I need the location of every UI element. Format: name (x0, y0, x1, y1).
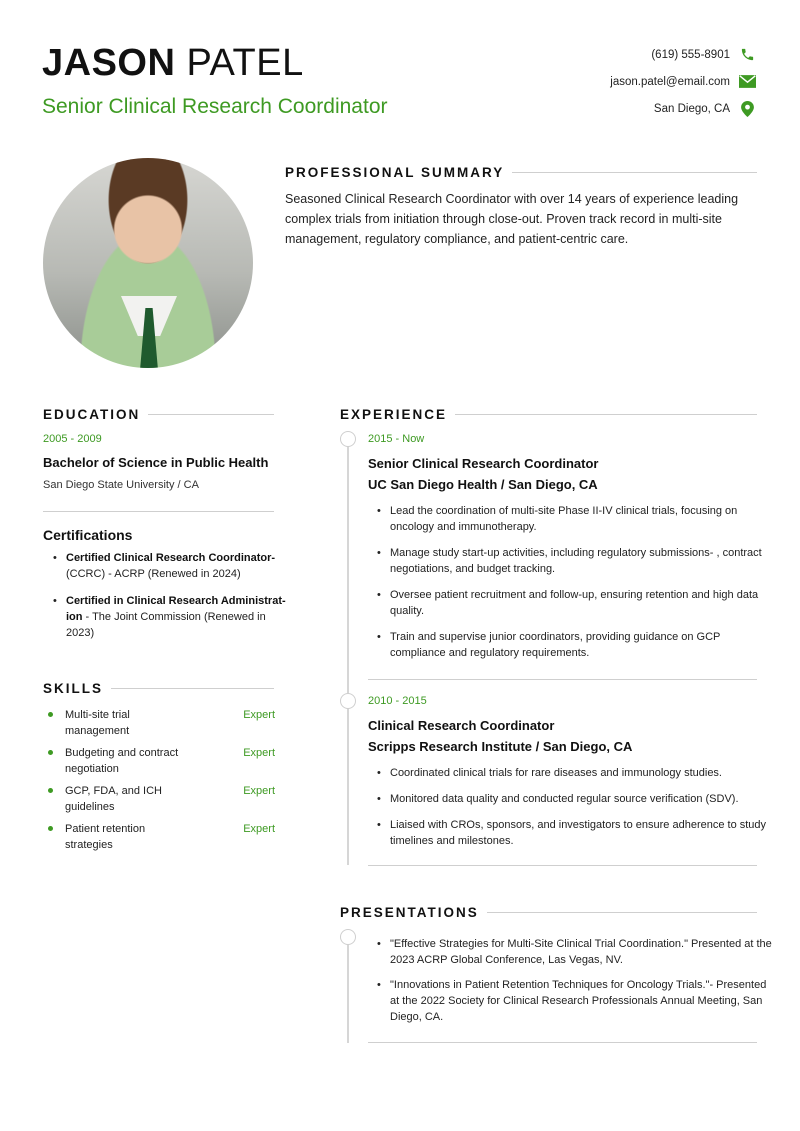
divider (368, 1042, 757, 1043)
mail-icon (738, 74, 756, 90)
skills-heading (43, 681, 274, 696)
divider (487, 912, 757, 913)
divider (368, 865, 757, 866)
education-date: 2005 - 2009 (43, 433, 102, 445)
skill-name: GCP, FDA, and ICH guidelines (43, 783, 193, 815)
certification-item (50, 593, 290, 641)
presentation-item: • "Effective Strategies for Multi-Site Clinical Trial Coordination." Presented at the 2023 ACRP Global Conference, Las Vegas, NV. (368, 936, 773, 968)
timeline-dot (340, 929, 356, 945)
job-bullet: • Manage study start-up activities, including regulatory submissions- , contract negotiations, and budget tracking. (368, 545, 768, 577)
education-heading (43, 407, 274, 422)
divider (368, 679, 757, 680)
education-school: San Diego State University / CA (43, 479, 199, 491)
contact-phone (610, 41, 756, 68)
job-date: 2015 - Now (368, 433, 425, 445)
skill-level: Expert (243, 823, 275, 835)
skill-name: Budgeting and contract negotiation (43, 745, 193, 777)
job-bullets (368, 765, 768, 849)
contact-location (610, 95, 756, 122)
divider (148, 414, 274, 415)
experience-timeline (347, 440, 349, 865)
job-organization: UC San Diego Health / San Diego, CA (368, 477, 598, 492)
phone-icon (738, 47, 756, 63)
skill-name: Multi-site trial management (43, 707, 193, 739)
job-organization: Scripps Research Institute / San Diego, CA (368, 739, 633, 754)
contact-info (610, 41, 756, 122)
divider (111, 688, 274, 689)
location-pin-icon (738, 101, 756, 117)
skill-name: Patient retention strategies (43, 821, 193, 853)
presentations-timeline (347, 938, 349, 1043)
phone-text: (619) 555-8901 (651, 48, 730, 61)
experience-heading-text: EXPERIENCE (340, 407, 448, 422)
certifications-list (50, 550, 290, 652)
presentations-heading-text: PRESENTATIONS (340, 905, 479, 920)
job-bullets (368, 503, 768, 661)
candidate-name (42, 44, 304, 82)
certifications-heading: Certifications (43, 527, 133, 543)
contact-email (610, 68, 756, 95)
skill-level: Expert (243, 709, 275, 721)
timeline-dot (340, 431, 356, 447)
job-bullet: • Oversee patient recruitment and follow-up, ensuring retention and high data quality. (368, 587, 768, 619)
skills-heading-text: SKILLS (43, 681, 104, 696)
job-role: Clinical Research Coordinator (368, 718, 555, 733)
certification-item (50, 550, 290, 582)
skill-item (43, 821, 275, 853)
summary-heading-text: PROFESSIONAL SUMMARY (285, 165, 505, 180)
skill-item (43, 707, 275, 739)
job-bullet: • Lead the coordination of multi-site Phase II-IV clinical trials, focusing on oncology and immunotherapy. (368, 503, 768, 535)
job-title: Senior Clinical Research Coordinator (42, 95, 388, 118)
email-text: jason.patel@email.com (610, 75, 730, 88)
certification-detail: (CCRC) - ACRP (Renewed in 2024) (66, 568, 241, 580)
job-bullet: • Liaised with CROs, sponsors, and investigators to ensure adherence to study timelines and milestones. (368, 817, 768, 849)
skills-list (43, 707, 275, 859)
experience-heading (340, 407, 757, 422)
skill-level: Expert (243, 747, 275, 759)
summary-text: Seasoned Clinical Research Coordinator with over 14 years of experience leading complex trials from initiation through close-out. Proven track record in multi-site management, regulatory compliance, and patient-centric care. (285, 192, 739, 246)
job-role: Senior Clinical Research Coordinator (368, 456, 599, 471)
job-date: 2010 - 2015 (368, 695, 427, 707)
divider (512, 172, 757, 173)
job-bullet: • Monitored data quality and conducted regular source verification (SDV). (368, 791, 768, 807)
education-degree: Bachelor of Science in Public Health (43, 455, 269, 470)
divider (455, 414, 757, 415)
timeline-dot (340, 693, 356, 709)
certification-detail: - The Joint Commission (Renewed in 2023) (66, 611, 266, 639)
last-name: PATEL (186, 42, 304, 84)
job-bullet: • Coordinated clinical trials for rare diseases and immunology studies. (368, 765, 768, 781)
skill-item (43, 783, 275, 815)
location-text: San Diego, CA (653, 102, 730, 115)
job-entry (368, 433, 768, 671)
presentations-list (368, 936, 773, 1034)
skill-item (43, 745, 275, 777)
job-entry (368, 695, 768, 859)
education-heading-text: EDUCATION (43, 407, 141, 422)
presentations-heading (340, 905, 757, 920)
certification-name: Certified Clinical Research Coordinator- (66, 552, 276, 564)
presentation-item: • "Innovations in Patient Retention Techniques for Oncology Trials."- Presented at the 2022 Society for Clinical Research Professionals Annual Meeting, San Diego, CA. (368, 977, 773, 1025)
first-name: JASON (42, 42, 176, 84)
job-bullet: • Train and supervise junior coordinators, providing guidance on GCP compliance and regulatory requirements. (368, 629, 768, 661)
summary-heading (285, 165, 757, 180)
divider (43, 511, 274, 512)
profile-photo (43, 158, 253, 368)
certification-name: Certified in Clinical Research Administrat- ion (66, 595, 286, 623)
skill-level: Expert (243, 785, 275, 797)
